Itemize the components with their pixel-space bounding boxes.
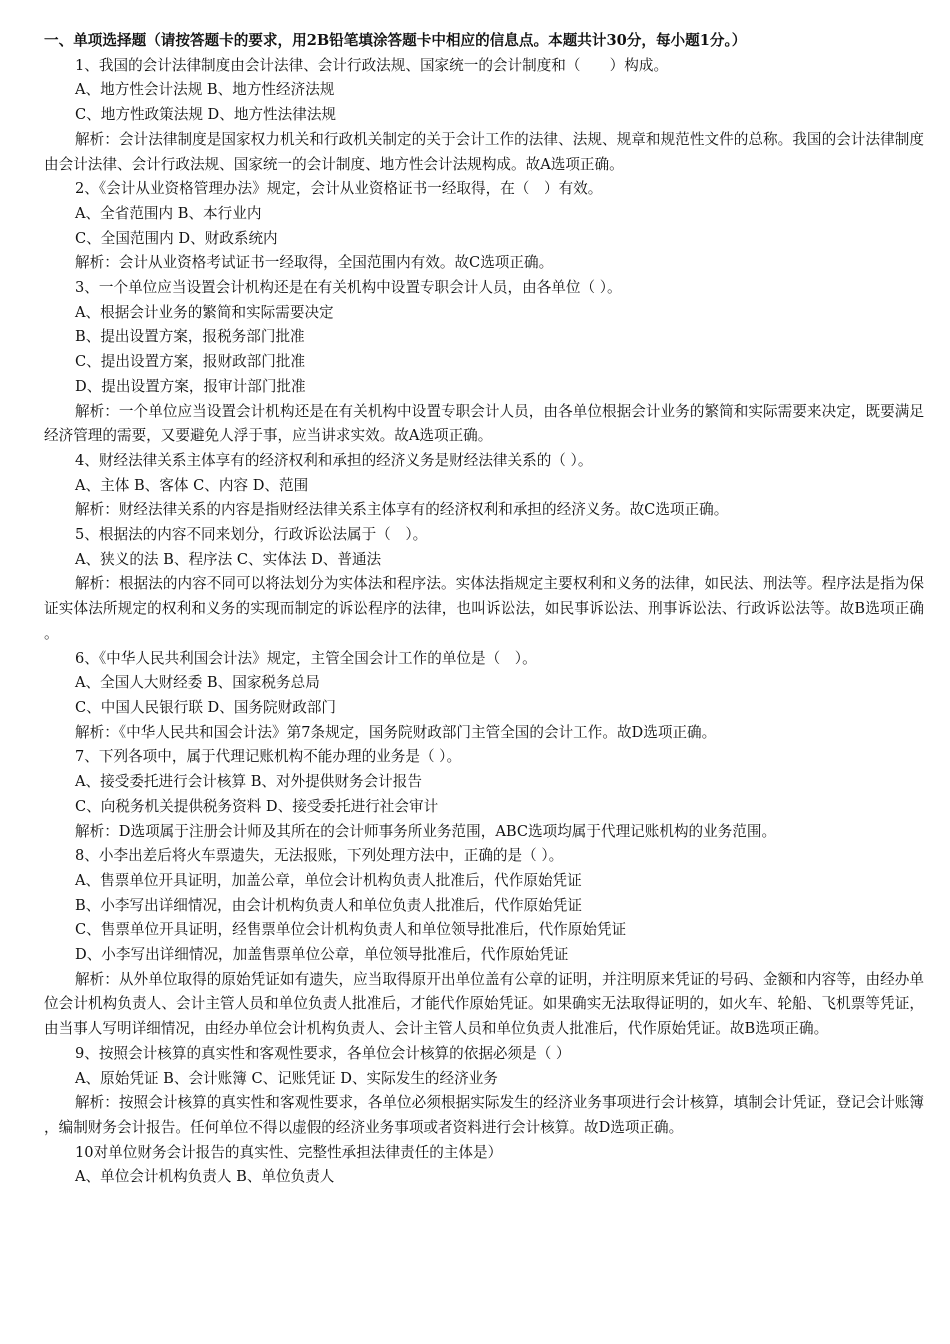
analysis-paragraph: 解析：从外单位取得的原始凭证如有遗失，应当取得原开出单位盖有公章的证明，并注明原来凭证的号码、金额和内容等，由经办单位会计机构负责人、会计主管人员和单位负责人批准后，才能代作原始凭证。如果确实无法取得证明的，如火车、轮船、飞机票等凭证，由当事人写明详细情况，由经办单位会计机构负责人、会计主管人员和单位负责人批准后，代作原始凭证。故B选项正确。	[44, 970, 924, 1038]
option-line: D、提出设置方案，报审计部门批准	[75, 377, 306, 395]
option-line: A、全省范围内 B、本行业内	[75, 204, 262, 222]
option-line: C、提出设置方案，报财政部门批准	[75, 353, 306, 371]
question-7	[44, 745, 924, 844]
option-line: C、向税务机关提供税务资料 D、接受委托进行社会审计	[75, 797, 439, 815]
analysis-paragraph: 解析：按照会计核算的真实性和客观性要求，各单位必须根据实际发生的经济业务事项进行会计核算，填制会计凭证，登记会计账簿，编制财务会计报告。任何单位不得以虚假的经济业务事项或者资料进行会计核算。故D选项正确。	[44, 1094, 924, 1136]
option-line: C、中国人民银行联 D、国务院财政部门	[75, 698, 337, 716]
question-stem: 3、一个单位应当设置会计机构还是在有关机构中设置专职会计人员，由各单位（ ）。	[75, 279, 622, 297]
option-line: D、小李写出详细情况，加盖售票单位公章，单位领导批准后，代作原始凭证	[75, 946, 569, 964]
analysis-paragraph: 解析：会计从业资格考试证书一经取得，全国范围内有效。故C选项正确。	[75, 254, 554, 272]
question-6	[44, 647, 924, 746]
question-2	[44, 177, 924, 276]
question-stem: 6、《中华人民共利国会计法》规定，主管全国会计工作的单位是（ ）。	[75, 649, 537, 667]
option-line: C、全国范围内 D、财政系统内	[75, 229, 278, 247]
question-9	[44, 1042, 924, 1141]
option-line: A、全国人大财经委 B、国家税务总局	[75, 674, 320, 692]
option-line: A、售票单位开具证明，加盖公章，单位会计机构负责人批准后，代作原始凭证	[75, 871, 582, 889]
option-line: A、原始凭证 B、会计账簿 C、记账凭证 D、实际发生的经济业务	[75, 1069, 498, 1087]
question-stem: 8、小李出差后将火车票遗失，无法报账，下列处理方法中，正确的是（ ）。	[75, 847, 564, 865]
section-heading: 一、单项选择题（请按答题卡的要求，用2B铅笔填涂答题卡中相应的信息点。本题共计30分，每小题1分。）	[44, 32, 747, 49]
question-1	[44, 54, 924, 178]
analysis-paragraph: 解析：D选项属于注册会计师及其所在的会计师事务所业务范围，ABC选项均属于代理记账机构的业务范围。	[75, 822, 777, 840]
question-5	[44, 523, 924, 647]
option-line: B、提出设置方案，报税务部门批准	[75, 328, 305, 346]
question-stem: 2、《会计从业资格管理办法》规定，会计从业资格证书一经取得，在（ ）有效。	[75, 180, 603, 198]
question-stem: 7、下列各项中，属于代理记账机构不能办理的业务是（ ）。	[75, 748, 462, 766]
analysis-paragraph: 解析：会计法律制度是国家权力机关和行政机关制定的关于会计工作的法律、法规、规章和规范性文件的总称。我国的会计法律制度由会计法律、会计行政法规、国家统一的会计制度、地方性会计法规构成。故A选项正确。	[44, 130, 924, 173]
option-line: A、根据会计业务的繁简和实际需要决定	[75, 303, 334, 321]
option-line: C、地方性政策法规 D、地方性法律法规	[75, 106, 337, 124]
option-line: A、地方性会计法规 B、地方性经济法规	[75, 81, 335, 99]
question-stem: 4、财经法律关系主体享有的经济权利和承担的经济义务是财经法律关系的（ ）。	[75, 451, 593, 469]
question-10	[44, 1141, 924, 1190]
question-stem: 5、根据法的内容不同来划分，行政诉讼法属于（ ）。	[75, 526, 428, 544]
analysis-paragraph: 解析：一个单位应当设置会计机构还是在有关机构中设置专职会计人员，由各单位根据会计业务的繁简和实际需要来决定，既要满足经济管理的需要，又要避免人浮于事，应当讲求实效。故A选项正确。	[44, 402, 924, 445]
analysis-paragraph: 解析：根据法的内容不同可以将法划分为实体法和程序法。实体法指规定主要权利和义务的法律，如民法、刑法等。程序法是指为保证实体法所规定的权利和义务的实现而制定的诉讼程序的法律，也叫诉讼法，如民事诉讼法、刑事诉讼法、行政诉讼法等。故B选项正确。	[44, 575, 924, 642]
document-page	[44, 29, 924, 1190]
option-line: C、售票单位开具证明，经售票单位会计机构负责人和单位领导批准后，代作原始凭证	[75, 921, 627, 939]
option-line: A、单位会计机构负责人 B、单位负责人	[75, 1168, 335, 1186]
analysis-paragraph: 解析：《中华人民共和国会计法》第7条规定，国务院财政部门主管全国的会计工作。故D选项正确。	[75, 723, 717, 741]
analysis-paragraph: 解析：财经法律关系的内容是指财经法律关系主体享有的经济权利和承担的经济义务。故C选项正确。	[75, 501, 729, 519]
option-line: A、接受委托进行会计核算 B、对外提供财务会计报告	[75, 773, 422, 791]
question-stem: 9、按照会计核算的真实性和客观性要求，各单位会计核算的依据必须是（ ）	[75, 1044, 571, 1062]
question-stem: 1、我国的会计法律制度由会计法律、会计行政法规、国家统一的会计制度和（ ）构成。	[75, 56, 669, 74]
question-8	[44, 844, 924, 1042]
question-stem: 10对单位财务会计报告的真实性、完整性承担法律责任的主体是）	[75, 1143, 503, 1161]
question-4	[44, 449, 924, 523]
option-line: B、小李写出详细情况，由会计机构负责人和单位负责人批准后，代作原始凭证	[75, 896, 582, 914]
question-3	[44, 276, 924, 449]
option-line: A、主体 B、客体 C、内容 D、范围	[75, 476, 309, 494]
option-line: A、狭义的法 B、程序法 C、实体法 D、普通法	[75, 550, 382, 568]
